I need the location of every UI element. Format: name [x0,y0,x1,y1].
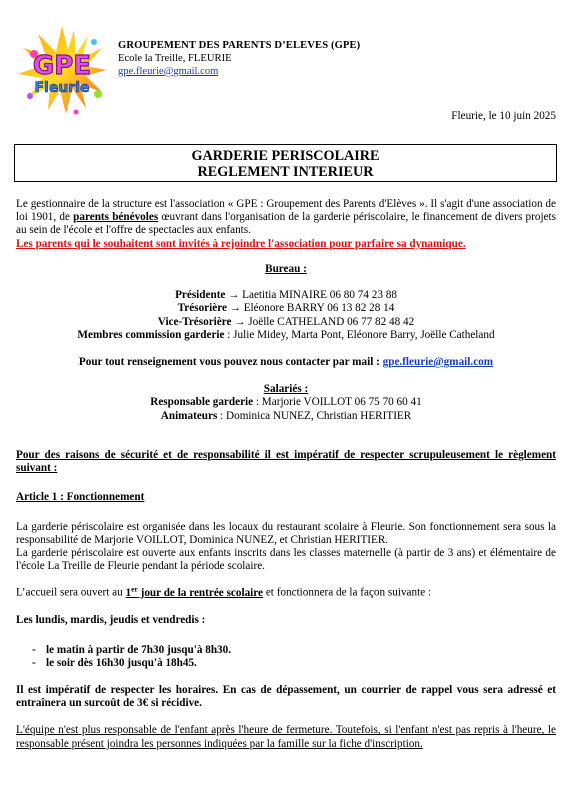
opening-text-c: et fonctionnera de la façon suivante : [263,587,432,600]
article-1-paragraph-1: La garderie périscolaire est organisée dans les locaux du restaurant scolaire à Fleurie. Son fonctionnement sera sous la responsabilité de Marjorie VOILLOT, Dominica NUNEZ, et Christian HERITIER. [16,520,556,546]
article-1-paragraph-2: La garderie périscolaire est ouverte aux enfants inscrits dans les classes maternelle (à partir de 3 ans) et élémentaire de l'école La Treille de Fleurie pendant la période scolaire. [16,546,556,573]
contact-line [16,356,556,369]
opening-first-day-text: jour de la rentrée scolaire [137,587,264,600]
document-date: Fleurie, le 10 juin 2025 [451,110,556,122]
intro-text-emphasis: parents bénévoles [73,211,159,224]
intro-text-a: Le gestionnaire de la structure est l'association « GPE : Groupement des Parents d'Elèves ». Il s'agit d'une association de loi 1901, de [16,198,556,224]
schedule-morning: - le matin à partir de 7h30 jusqu'à 8h30. [16,644,556,657]
organization-name: GROUPEMENT DES PARENTS D’ELEVES (GPE) [118,40,361,51]
opening-first-day-sup: er [131,584,138,594]
intro-text-c: œuvrant dans l'organisation de la garderie périscolaire, le financement de divers projets au sein de l'école et l'offre de spectacles aux enfants. [16,211,556,237]
bureau-title: Bureau : [265,262,307,275]
commission-value: : Julie Midey, Marta Pont, Eléonore Barry, Joëlle Catheland [224,328,495,341]
staff-section [16,383,556,423]
bureau-vice-treasurer [16,316,556,329]
opening-text-a: L’accueil sera ouvert au [16,587,126,600]
president-value: → Laetitia MINAIRE 06 80 74 23 88 [225,289,397,302]
title-line-1: GARDERIE PERISCOLAIRE [191,148,380,164]
gpe-logo [16,24,108,116]
president-role: Présidente [175,289,226,302]
treasurer-role: Trésorière [177,302,227,315]
article-1-title: Article 1 : Fonctionnement [16,491,145,504]
document-body [16,198,556,751]
manager-value: : Marjorie VOILLOT 06 75 70 60 41 [253,396,422,409]
schedule-warning: Il est impératif de respecter les horaires. En cas de dépassement, un courrier de rappel vous sera adressé et entraînera un surcoût de 3€ si récidive. [16,683,556,710]
animators-value: : Dominica NUNEZ, Christian HERITIER [217,409,412,422]
animators-role: Animateurs [160,409,218,422]
bureau-president [16,289,556,302]
schedule-days: Les lundis, mardis, jeudis et vendredis : [16,614,206,627]
opening-first-day-number: 1 [125,587,132,600]
schedule-list [16,644,556,670]
article-1-paragraph-3 [16,585,556,600]
bureau-section [16,263,556,342]
treasurer-value: → Eléonore BARRY 06 13 82 28 14 [226,302,395,315]
staff-title: Salariés : [263,383,309,396]
bureau-commission [16,329,556,342]
organization-email-link[interactable]: gpe.fleurie@gmail.com [118,65,219,77]
contact-email-link[interactable]: gpe.fleurie@gmail.com [382,355,494,368]
commission-role: Membres commission garderie [77,328,225,341]
title-line-2: REGLEMENT INTERIEUR [197,164,374,181]
manager-role: Responsable garderie [150,396,254,409]
organization-address: Ecole la Treille, FLEURIE [118,52,232,64]
vice-treasurer-value: → Joëlle CATHELAND 06 77 82 48 42 [231,315,415,328]
logo-text-top: GPE [32,51,92,81]
opening-first-day [125,584,264,600]
intro-invitation: Les parents qui le souhaitent sont invités à rejoindre l'association pour parfaire sa dynamique. [16,237,466,250]
organization-info [118,40,438,79]
schedule-evening: - le soir dès 16h30 jusqu'à 18h45. [16,657,556,670]
bureau-treasurer [16,302,556,315]
security-notice: Pour des raisons de sécurité et de responsabilité il est impératif de respecter scrupuleusement le règlement suivant : [16,448,556,475]
vice-treasurer-role: Vice-Trésorière [157,315,232,328]
responsibility-notice: L'équipe n'est plus responsable de l'enfant après l'heure de fermeture. Toutefois, si l'enfant n'est pas repris à l'heure, le responsable présent joindra les personnes indiquées par la famille sur la fiche d'inscription. [16,724,556,750]
intro-paragraph [16,198,556,251]
logo-text-bottom: Fleurie [34,80,90,96]
contact-text: Pour tout renseignement vous pouvez nous contacter par mail : [78,355,383,368]
staff-manager [16,396,556,409]
staff-animators [16,410,556,423]
document-title [14,144,557,182]
